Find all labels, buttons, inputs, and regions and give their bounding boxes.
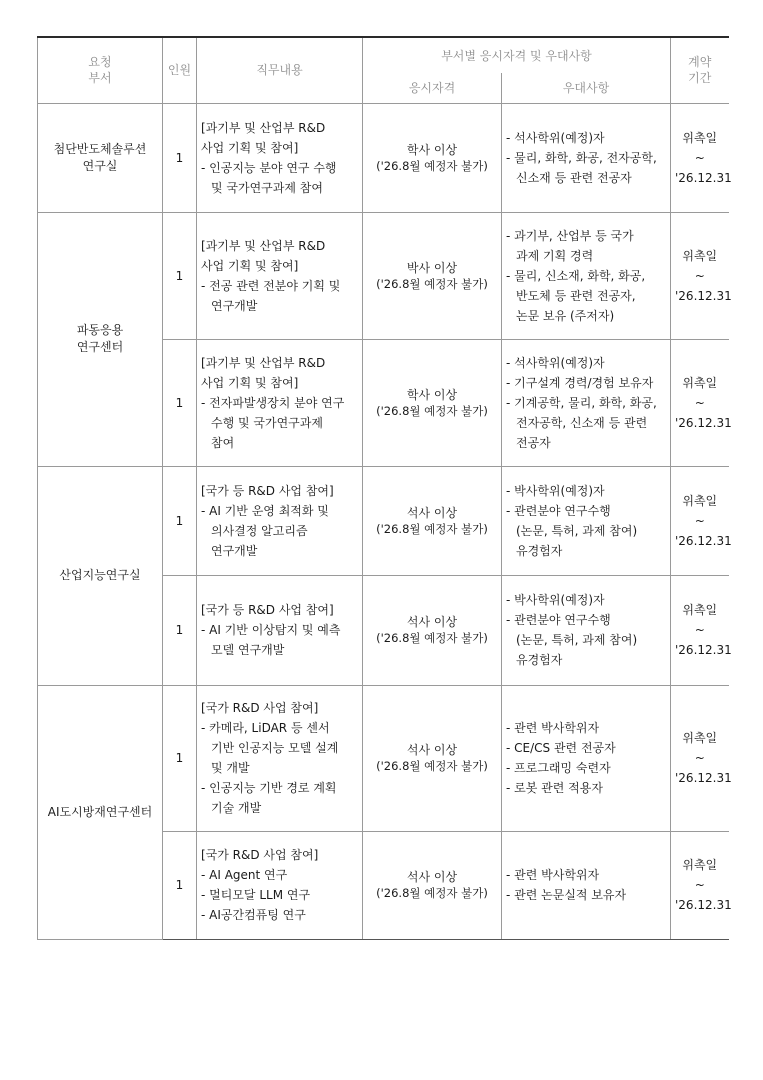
- duty-cell: [197, 831, 363, 939]
- cell-line: - 전자파발생장치 분야 연구: [201, 395, 345, 410]
- period-start: 위촉일: [682, 493, 718, 508]
- cell-line: - 전공 관련 전분야 기획 및: [201, 278, 341, 293]
- cell-line: - 석사학위(예정)자: [506, 355, 605, 370]
- period-sep: ~: [694, 878, 705, 892]
- cell-line: 및 국가연구과제 참여: [211, 180, 323, 195]
- cell-line: 연구개발: [211, 298, 258, 313]
- header-group: 부서별 응시자격 및 우대사항: [363, 37, 671, 73]
- qualification-note: ('26.8월 예정자 불가): [376, 403, 488, 418]
- cell-line: - 석사학위(예정)자: [506, 130, 605, 145]
- period-start: 위촉일: [682, 375, 718, 390]
- period-start: 위촉일: [682, 603, 718, 617]
- count-cell: 1: [163, 685, 197, 831]
- qualification-note: ('26.8월 예정자 불가): [376, 158, 488, 173]
- period-start: 위촉일: [682, 130, 718, 145]
- cell-line: 유경험자: [516, 653, 563, 667]
- cell-line: 논문 보유 (주저자): [516, 308, 615, 323]
- preference-cell: [502, 575, 671, 685]
- cell-line: 및 개발: [211, 761, 250, 775]
- cell-line: 전공자: [516, 435, 551, 450]
- qualification-cell: [363, 575, 502, 685]
- cell-line: - 인공지능 기반 경로 계획: [201, 781, 337, 795]
- cell-line: 의사결정 알고리즘: [211, 523, 308, 538]
- cell-line: - 관련 박사학위자: [506, 868, 600, 882]
- cell-line: - AI Agent 연구: [201, 868, 288, 882]
- period-end: '26.12.31: [675, 170, 732, 185]
- period-end: '26.12.31: [675, 771, 732, 785]
- period-start: 위촉일: [682, 248, 718, 263]
- period-cell: [671, 212, 732, 339]
- qualification-note: ('26.8월 예정자 불가): [376, 276, 488, 291]
- period-sep: ~: [694, 513, 705, 528]
- period-end: '26.12.31: [675, 898, 732, 912]
- duty-cell: [197, 466, 363, 575]
- count-cell: 1: [163, 575, 197, 685]
- count-cell: 1: [163, 831, 197, 939]
- cell-line: [과기부 및 산업부 R&D: [201, 238, 326, 253]
- duty-cell: [197, 575, 363, 685]
- cell-line: 연구개발: [211, 543, 258, 558]
- dept-cell: 파동응용 연구센터: [38, 212, 163, 466]
- cell-line: - 관련 박사학위자: [506, 721, 600, 735]
- cell-line: - 물리, 신소재, 화학, 화공,: [506, 268, 646, 283]
- qualification-note: ('26.8월 예정자 불가): [376, 631, 488, 645]
- cell-line: [과기부 및 산업부 R&D: [201, 355, 326, 370]
- duty-cell: [197, 103, 363, 212]
- cell-line: - 로봇 관련 적용자: [506, 781, 603, 795]
- cell-line: 반도체 등 관련 전공자,: [516, 288, 636, 303]
- header-period: 계약 기간: [671, 37, 729, 103]
- header-duty: 직무내용: [197, 37, 363, 103]
- qualification-cell: [363, 466, 502, 575]
- cell-line: 신소재 등 관련 전공자: [516, 170, 632, 185]
- cell-line: 전자공학, 신소재 등 관련: [516, 415, 648, 430]
- period-cell: [671, 831, 732, 939]
- preference-cell: [502, 212, 671, 339]
- cell-line: 참여: [211, 435, 235, 450]
- period-start: 위촉일: [682, 858, 718, 872]
- cell-line: - 프로그래밍 숙련자: [506, 761, 611, 775]
- cell-line: - 카메라, LiDAR 등 센서: [201, 721, 330, 735]
- header-qualification: 응시자격: [363, 73, 502, 103]
- dept-cell: 첨단반도체솔루션 연구실: [38, 103, 163, 212]
- period-end: '26.12.31: [675, 288, 732, 303]
- duty-cell: [197, 339, 363, 466]
- cell-line: 사업 기획 및 참여]: [201, 375, 299, 390]
- cell-line: 유경험자: [516, 543, 563, 558]
- header-preference: 우대사항: [502, 73, 671, 103]
- qualification-cell: [363, 212, 502, 339]
- cell-line: [국가 등 R&D 사업 참여]: [201, 483, 334, 498]
- cell-line: (논문, 특허, 과제 참여): [516, 523, 638, 538]
- cell-line: - 과기부, 산업부 등 국가: [506, 228, 634, 243]
- cell-line: - AI 기반 이상탐지 및 예측: [201, 623, 341, 637]
- dept-cell: AI도시방재연구센터: [38, 685, 163, 939]
- cell-line: - 관련분야 연구수행: [506, 503, 611, 518]
- qualification-note: ('26.8월 예정자 불가): [376, 759, 488, 773]
- count-cell: 1: [163, 466, 197, 575]
- header-count: 인원: [163, 37, 197, 103]
- dept-cell: 산업지능연구실: [38, 466, 163, 685]
- period-sep: ~: [694, 623, 705, 637]
- cell-line: - 기구설계 경력/경험 보유자: [506, 375, 654, 390]
- period-cell: [671, 339, 732, 466]
- count-cell: 1: [163, 339, 197, 466]
- cell-line: [국가 등 R&D 사업 참여]: [201, 603, 334, 617]
- cell-line: - CE/CS 관련 전공자: [506, 741, 616, 755]
- preference-cell: [502, 466, 671, 575]
- cell-line: 사업 기획 및 참여]: [201, 258, 299, 273]
- qualification-cell: [363, 685, 502, 831]
- qualification-level: 석사 이상: [406, 505, 458, 520]
- period-cell: [671, 103, 732, 212]
- qualification-note: ('26.8월 예정자 불가): [376, 886, 488, 900]
- cell-line: - AI공간컴퓨팅 연구: [201, 908, 306, 922]
- qualification-level: 박사 이상: [406, 260, 458, 275]
- preference-cell: [502, 685, 671, 831]
- cell-line: [국가 R&D 사업 참여]: [201, 848, 319, 862]
- cell-line: - 인공지능 분야 연구 수행: [201, 160, 337, 175]
- period-end: '26.12.31: [675, 643, 732, 657]
- preference-cell: [502, 103, 671, 212]
- qualification-cell: [363, 103, 502, 212]
- cell-line: [과기부 및 산업부 R&D: [201, 120, 326, 135]
- cell-line: - 관련 논문실적 보유자: [506, 888, 627, 902]
- count-cell: 1: [163, 103, 197, 212]
- qualification-cell: [363, 831, 502, 939]
- cell-line: - 물리, 화학, 화공, 전자공학,: [506, 150, 657, 165]
- period-start: 위촉일: [682, 731, 718, 745]
- period-sep: ~: [694, 150, 705, 165]
- preference-cell: [502, 831, 671, 939]
- cell-line: 과제 기획 경력: [516, 248, 594, 263]
- qualification-level: 석사 이상: [406, 743, 458, 757]
- header-dept: 요청 부서: [38, 37, 163, 103]
- preference-cell: [502, 339, 671, 466]
- period-cell: [671, 685, 732, 831]
- cell-line: 사업 기획 및 참여]: [201, 140, 299, 155]
- cell-line: - 관련분야 연구수행: [506, 613, 611, 627]
- cell-line: - AI 기반 운영 최적화 및: [201, 503, 329, 518]
- qualification-level: 학사 이상: [406, 387, 458, 402]
- period-cell: [671, 466, 732, 575]
- period-sep: ~: [694, 395, 705, 410]
- cell-line: 기술 개발: [211, 801, 262, 815]
- cell-line: (논문, 특허, 과제 참여): [516, 633, 638, 647]
- period-end: '26.12.31: [675, 533, 732, 548]
- cell-line: 수행 및 국가연구과제: [211, 415, 323, 430]
- cell-line: 모델 연구개발: [211, 643, 285, 657]
- qualification-level: 석사 이상: [406, 870, 458, 884]
- cell-line: - 박사학위(예정)자: [506, 593, 605, 607]
- period-end: '26.12.31: [675, 415, 732, 430]
- cell-line: 기반 인공지능 모델 설계: [211, 741, 339, 755]
- count-cell: 1: [163, 212, 197, 339]
- qualification-cell: [363, 339, 502, 466]
- period-sep: ~: [694, 268, 705, 283]
- recruitment-table: [37, 36, 732, 940]
- cell-line: [국가 R&D 사업 참여]: [201, 701, 319, 715]
- cell-line: - 기계공학, 물리, 화학, 화공,: [506, 395, 657, 410]
- qualification-note: ('26.8월 예정자 불가): [376, 521, 488, 536]
- period-cell: [671, 575, 732, 685]
- cell-line: - 박사학위(예정)자: [506, 483, 605, 498]
- cell-line: - 멀티모달 LLM 연구: [201, 888, 311, 902]
- qualification-level: 학사 이상: [406, 142, 458, 157]
- qualification-level: 석사 이상: [406, 615, 458, 629]
- duty-cell: [197, 212, 363, 339]
- duty-cell: [197, 685, 363, 831]
- period-sep: ~: [694, 751, 705, 765]
